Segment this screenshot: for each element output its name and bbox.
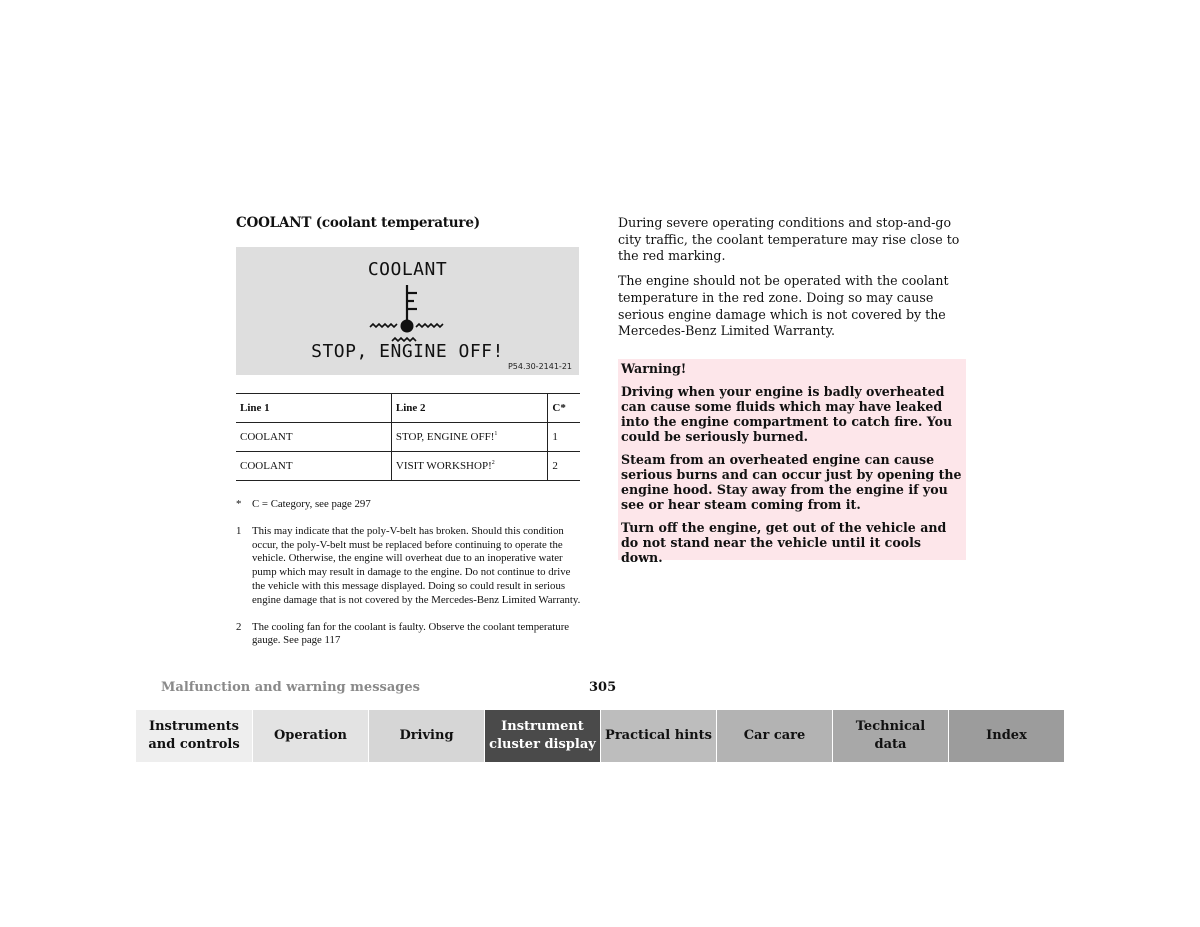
- tab-driving[interactable]: [368, 710, 484, 762]
- tab-instrument-cluster-display[interactable]: [484, 710, 600, 762]
- footnote-mark: *: [236, 498, 242, 510]
- tab-label: Instrument cluster display: [489, 719, 596, 752]
- footnote-ref: 2: [491, 460, 495, 466]
- table-cell: 2: [548, 452, 580, 481]
- tab-label: Practical hints: [605, 728, 712, 743]
- tab-operation[interactable]: [252, 710, 368, 762]
- table-header: Line 2: [391, 394, 548, 423]
- tab-index[interactable]: [948, 710, 1064, 762]
- table-cell: STOP, ENGINE OFF!$^1$: [391, 423, 548, 452]
- table-cell: COOLANT: [236, 423, 391, 452]
- tab-practical-hints[interactable]: [600, 710, 716, 762]
- tab-label: Index: [986, 728, 1027, 743]
- page-number: 305: [589, 680, 617, 695]
- tab-label: Technical data: [855, 719, 926, 752]
- footnote-text: This may indicate that the poly-V-belt has broken. Should this condition occur, the poly-V-belt must be replaced before continuing to operate the vehicle. Otherwise, the engine will overheat due to an inoperative water pump which may result in damage to the engine. Do not continue to drive the vehicle with this message displayed. Doing so could result in serious engine damage that is not covered by the Mercedes-Benz Limited Warranty.: [252, 524, 581, 606]
- tab-label: Instruments and controls: [148, 719, 240, 752]
- footnote-ref: 1: [494, 431, 498, 437]
- table-cell: 1: [548, 423, 580, 452]
- footnote-text: The cooling fan for the coolant is faulty. Observe the coolant temperature gauge. See page 117: [252, 620, 570, 647]
- table-header: Line 1: [236, 394, 391, 423]
- tab-label: Car care: [743, 728, 806, 743]
- footer-section-title: Malfunction and warning messages: [161, 680, 420, 695]
- table-header-row: [236, 394, 580, 423]
- warning-paragraph: Steam from an overheated engine can cause serious burns and can occur just by opening the engine hood. Stay away from the engine if you see or hear steam coming from it.: [621, 452, 962, 512]
- display-line-1: COOLANT: [367, 259, 448, 280]
- paragraph: The engine should not be operated with the coolant temperature in the red zone. Doing so may cause serious engine damage which is not covered by the Mercedes-Benz Limited Warranty.: [618, 273, 949, 339]
- photo-code: P54.30-2141-21: [507, 362, 572, 371]
- paragraph: During severe operating conditions and stop-and-go city traffic, the coolant temperature may rise close to the red marking.: [618, 215, 960, 264]
- body-text: [618, 215, 970, 348]
- tab-car-care[interactable]: [716, 710, 832, 762]
- chapter-nav: [136, 710, 1064, 762]
- footnote-mark: 2: [236, 620, 242, 633]
- tab-label: Driving: [399, 728, 454, 743]
- warning-paragraph: Driving when your engine is badly overheated can cause some fluids which may have leaked into the engine compartment to catch fire. You could be seriously burned.: [621, 384, 953, 444]
- section-title: COOLANT (coolant temperature): [236, 215, 480, 231]
- warning-box: [618, 359, 966, 565]
- table-row: [236, 423, 580, 452]
- table-cell: VISIT WORKSHOP!$^2$: [391, 452, 548, 481]
- tab-technical-data[interactable]: [832, 710, 948, 762]
- footnote: [236, 621, 584, 649]
- warning-paragraph: Turn off the engine, get out of the vehicle and do not stand near the vehicle until it cools down.: [621, 520, 947, 565]
- table-cell: COOLANT: [236, 452, 391, 481]
- display-line-2: STOP, ENGINE OFF!: [311, 341, 504, 362]
- message-table: [236, 393, 580, 481]
- warning-title: Warning!: [621, 361, 687, 376]
- footnote: [236, 498, 584, 512]
- tab-instruments-and-controls[interactable]: [136, 710, 252, 762]
- footnotes: [236, 498, 584, 661]
- footnote-mark: 1: [236, 524, 242, 537]
- table-row: [236, 452, 580, 481]
- table-header: C*: [548, 394, 580, 423]
- tab-label: Operation: [273, 728, 348, 743]
- footnote: [236, 525, 584, 608]
- footnote-text: C = Category, see page 297: [252, 498, 371, 510]
